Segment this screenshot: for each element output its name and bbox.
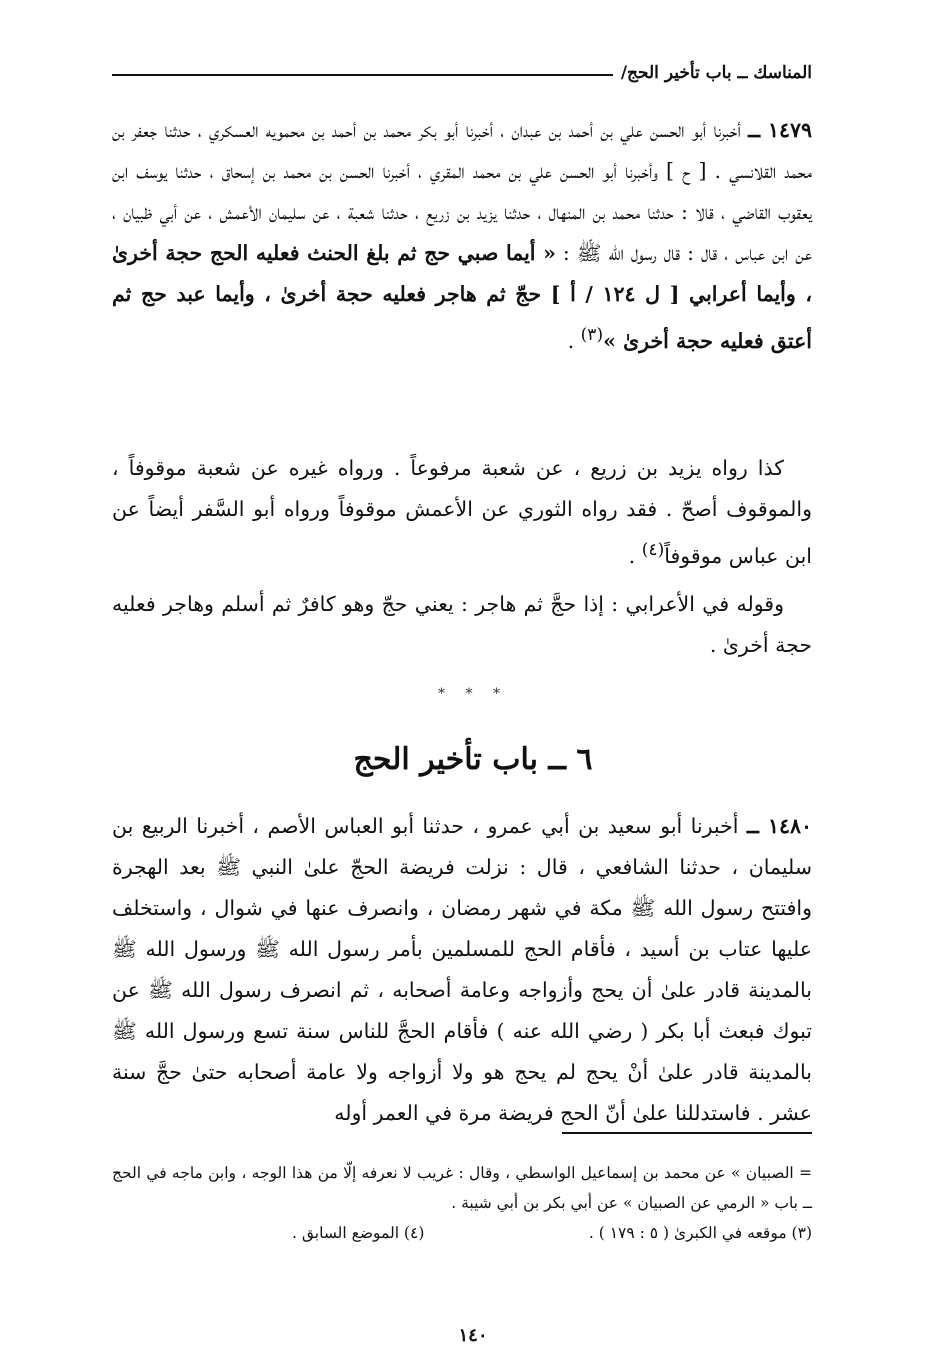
footnote-3: (٣) موقعه في الكبرىٰ ( ٥ : ١٧٩ ) .: [588, 1224, 812, 1242]
footnote-4: (٤) الموضع السابق .: [292, 1224, 425, 1242]
comment-text: وقوله في الأعرابي : إذا حجَّ ثم هاجر : يعني حجّ وهو كافرٌ ثم أسلم وهاجر فعليه حجة أخرىٰ .: [112, 592, 812, 657]
page-number: ١٤٠: [458, 1325, 488, 1346]
footnote-ref-4: (٤): [641, 540, 665, 560]
hadith-1480: [112, 806, 812, 1134]
comment-text: كذا رواه يزيد بن زريع ، عن شعبة مرفوعاً . ورواه غيره عن شعبة موقوفاً ، والموقوف أصحّ . فقد رواه الثوري عن الأعمش موقوفاً ورواه أبو السَّفر أيضاً عن ابن عباس موقوفاً: [112, 456, 812, 568]
sentence-end: .: [567, 328, 575, 353]
footnote-ref-3: (٣): [580, 325, 604, 345]
footnote-rule: [562, 1132, 812, 1134]
section-separator: * * *: [438, 686, 508, 702]
running-head-rule: [112, 74, 613, 76]
hadith-text: أخبرنا أبو سعيد بن أبي عمرو ، حدثنا أبو العباس الأصم ، أخبرنا الربيع بن سليمان ، حدثنا الشافعي ، قال : نزلت فريضة الحجّ علىٰ النبي ﷺ بعد الهجرة وافتتح رسول الله ﷺ مكة في شهر رمضان ، وانصرف عنها في شوال ، واستخلف عليها عتاب بن أسيد ، فأقام الحج للمسلمين بأمر رسول الله ﷺ ورسول الله ﷺ بالمدينة قادر علىٰ أن يحج وأزواجه وعامة أصحابه ، ثم انصرف رسول الله ﷺ عن تبوك فبعث أبا بكر ( رضي الله عنه ) فأقام الحجَّ للناس سنة تسع ورسول الله ﷺ بالمدينة قادر علىٰ أنْ يحج لم يحج هو ولا أزواجه ولا عامة أصحابه حتىٰ حجَّ سنة عشر . فاستدللنا علىٰ أنّ الحج فريضة مرة في العمر أوله: [112, 814, 812, 1125]
chapter-title: ٦ ــ باب تأخير الحج: [353, 742, 593, 777]
comment-paragraph-2: [112, 584, 812, 666]
hadith-number: ١٤٨٠ ــ: [746, 814, 812, 838]
hadith-1479: [112, 110, 812, 362]
footnotes: [112, 1158, 812, 1248]
footnote-continued: = الصبيان » عن محمد بن إسماعيل الواسطي ، وقال : غريب لا نعرفه إلّا من هذا الوجه ، وابن ماجه في الحج ــ باب « الرمي عن الصبيان » عن أبي بكر بن أبي شيبة .: [112, 1164, 812, 1212]
hadith-isnad: أخبرنا أبو الحسن علي بن أحمد بن عبدان ، أخبرنا أبو بكر محمد بن أحمد بن محمويه العسكري ، حدثنا جعفر بن محمد القلانسي . [ ح ] وأخبرنا أبو الحسن علي بن محمد المقري ، أخبرنا الحسن بن محمد بن إسحاق ، حدثنا يوسف ابن يعقوب القاضي ، قالا : حدثنا محمد بن المنهال ، حدثنا يزيد بن زريع ، حدثنا شعبة ، عن سليمان الأعمش ، عن أبي ظبيان ، عن ابن عباس ، قال : قال رسول الله ﷺ :: [112, 118, 812, 265]
running-head-title: المناسك ــ باب تأخير الحج/: [620, 63, 812, 83]
sentence-end: .: [628, 543, 636, 568]
hadith-number: ١٤٧٩ ــ: [748, 118, 812, 142]
running-head: [112, 58, 812, 88]
hadith-matn: « أيما صبي حج ثم بلغ الحنث فعليه الحج حجة أخرىٰ ، وأيما أعرابي [ ل ١٢٤ / أ ] حجّ ثم هاجر فعليه حجة أخرىٰ ، وأيما عبد حج ثم أعتق فعليه حجة أخرىٰ »: [112, 241, 812, 353]
comment-paragraph-1: [112, 448, 812, 577]
